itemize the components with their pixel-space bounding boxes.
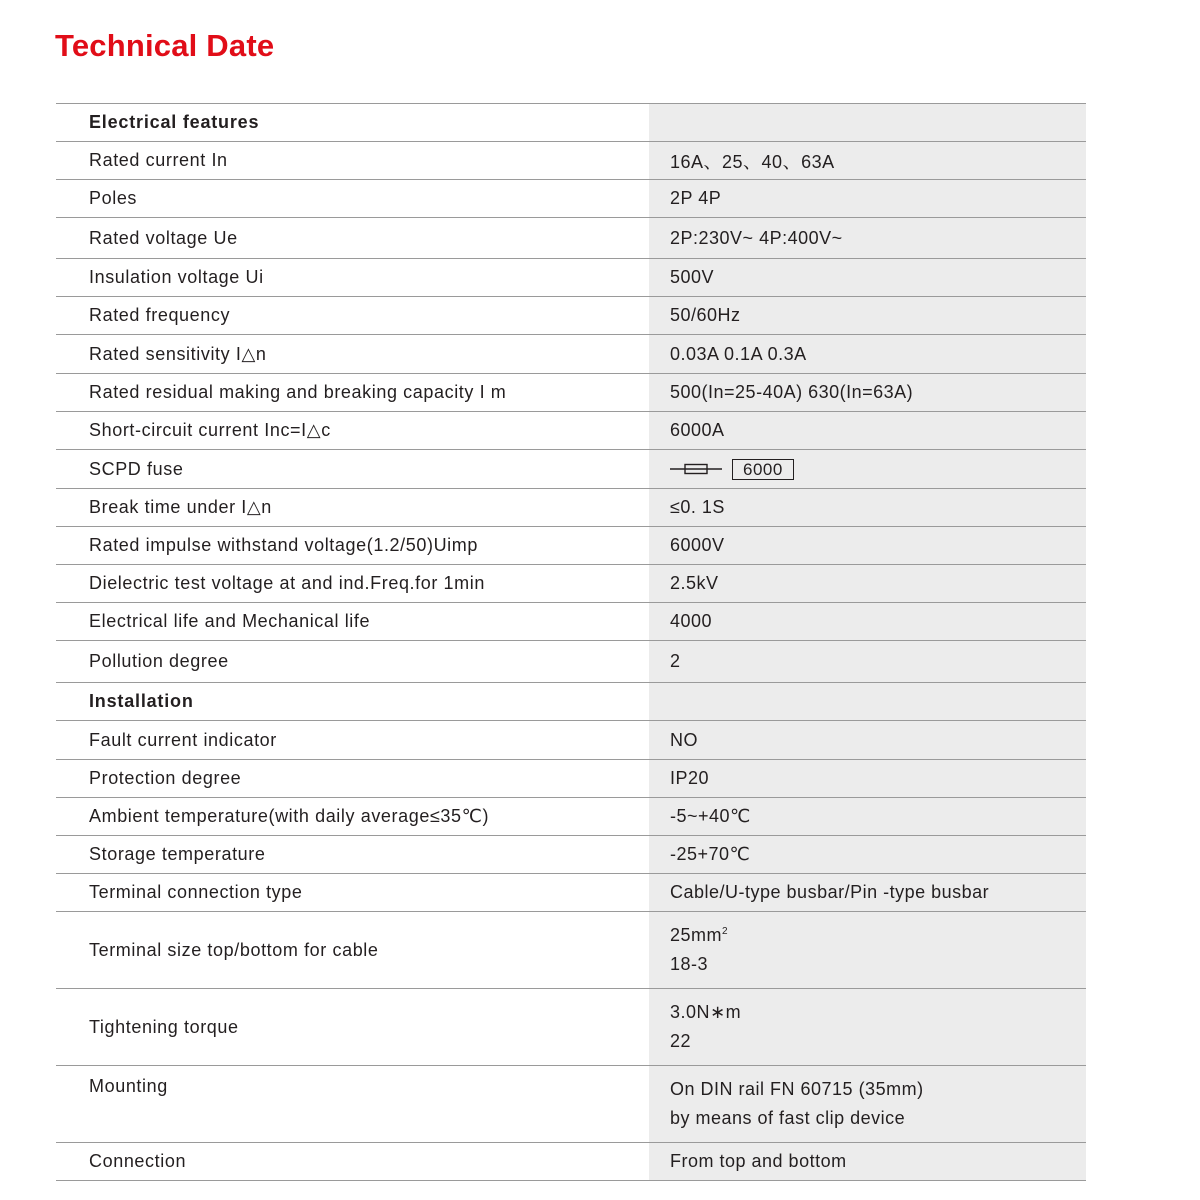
row-value: 2 — [670, 651, 681, 671]
table-row — [56, 873, 1086, 911]
row-label: Poles — [89, 188, 138, 208]
table-row — [56, 988, 1086, 1065]
table-row — [56, 911, 1086, 988]
row-label: Insulation voltage Ui — [89, 267, 264, 287]
row-value: 6000A — [670, 420, 725, 440]
table-row — [56, 564, 1086, 602]
row-label: Tightening torque — [89, 1016, 239, 1037]
table-row — [56, 411, 1086, 449]
row-value-line2: 22 — [670, 1031, 692, 1051]
row-value: ≤0. 1S — [670, 497, 725, 517]
spec-table — [56, 103, 1086, 1181]
row-label: Storage temperature — [89, 844, 266, 864]
row-label: Rated frequency — [89, 305, 231, 325]
row-value: 50/60Hz — [670, 305, 741, 325]
row-value: On DIN rail FN 60715 (35mm) — [670, 1079, 924, 1099]
row-label: Rated sensitivity I△n — [89, 343, 267, 364]
row-value: 0.03A 0.1A 0.3A — [670, 343, 807, 364]
table-row — [56, 296, 1086, 334]
section-value-blank — [649, 104, 1086, 141]
row-label: Protection degree — [89, 768, 242, 788]
row-value-line2: by means of fast clip device — [670, 1108, 906, 1128]
table-row — [56, 835, 1086, 873]
row-value: 2P 4P — [670, 188, 722, 208]
row-value: 500V — [670, 267, 715, 287]
row-label: Short-circuit current Inc=I△c — [89, 420, 331, 440]
row-label: Mounting — [89, 1076, 168, 1096]
row-label: Rated impulse withstand voltage(1.2/50)Uimp — [89, 535, 478, 555]
table-row — [56, 1065, 1086, 1142]
row-label: Rated residual making and breaking capacity I m — [89, 382, 507, 402]
table-row — [56, 179, 1086, 217]
table-row — [56, 258, 1086, 296]
row-label: Terminal connection type — [89, 882, 303, 902]
table-row — [56, 640, 1086, 682]
row-label: Rated voltage Ue — [89, 227, 238, 248]
table-row — [56, 797, 1086, 835]
row-label: Fault current indicator — [89, 729, 277, 750]
table-row — [56, 217, 1086, 258]
row-value: 4000 — [670, 611, 713, 631]
section-title: Electrical features — [89, 112, 260, 132]
table-row — [56, 1142, 1086, 1181]
row-label: Connection — [89, 1151, 187, 1171]
row-value: 16A、25、40、63A — [670, 151, 835, 172]
section-value-blank — [649, 683, 1086, 720]
table-row — [56, 602, 1086, 640]
row-label: Ambient temperature(with daily average≤35℃) — [89, 806, 490, 826]
superscript-2: 2 — [722, 926, 729, 937]
row-value: 2.5kV — [670, 573, 719, 593]
row-label: Break time under I△n — [89, 497, 272, 517]
row-value: From top and bottom — [670, 1151, 847, 1171]
row-label: Electrical life and Mechanical life — [89, 611, 371, 631]
table-row — [56, 334, 1086, 373]
page-title: Technical Date — [55, 28, 275, 63]
fuse-icon — [670, 462, 722, 476]
row-value: NO — [670, 729, 698, 750]
row-value: 2P:230V~ 4P:400V~ — [670, 227, 843, 248]
table-row — [56, 449, 1086, 488]
row-value: Cable/U-type busbar/Pin -type busbar — [670, 882, 990, 902]
section-header-installation — [56, 682, 1086, 720]
row-value: -25+70℃ — [670, 844, 751, 864]
row-label: SCPD fuse — [89, 458, 184, 479]
row-value: $25mm^2$ — [670, 925, 729, 945]
row-label: Terminal size top/bottom for cable — [89, 939, 379, 960]
table-row — [56, 141, 1086, 179]
table-row — [56, 720, 1086, 759]
table-row — [56, 526, 1086, 564]
fuse-rating-box: 6000 — [732, 459, 794, 480]
row-value-line2: 18-3 — [670, 954, 709, 974]
row-value: 500(In=25-40A) 630(In=63A) — [670, 382, 914, 402]
row-value: IP20 — [670, 768, 710, 788]
table-row — [56, 373, 1086, 411]
row-value: 6000V — [670, 535, 725, 555]
section-header-electrical — [56, 103, 1086, 141]
table-row — [56, 759, 1086, 797]
table-row — [56, 488, 1086, 526]
scpd-fuse-value — [670, 459, 1086, 480]
section-title: Installation — [89, 691, 194, 711]
row-label: Dielectric test voltage at and ind.Freq.for 1min — [89, 573, 485, 593]
row-label: Pollution degree — [89, 651, 229, 671]
row-value: 3.0N∗m — [670, 1002, 742, 1022]
row-label: Rated current In — [89, 150, 228, 170]
row-value: -5~+40℃ — [670, 806, 751, 826]
